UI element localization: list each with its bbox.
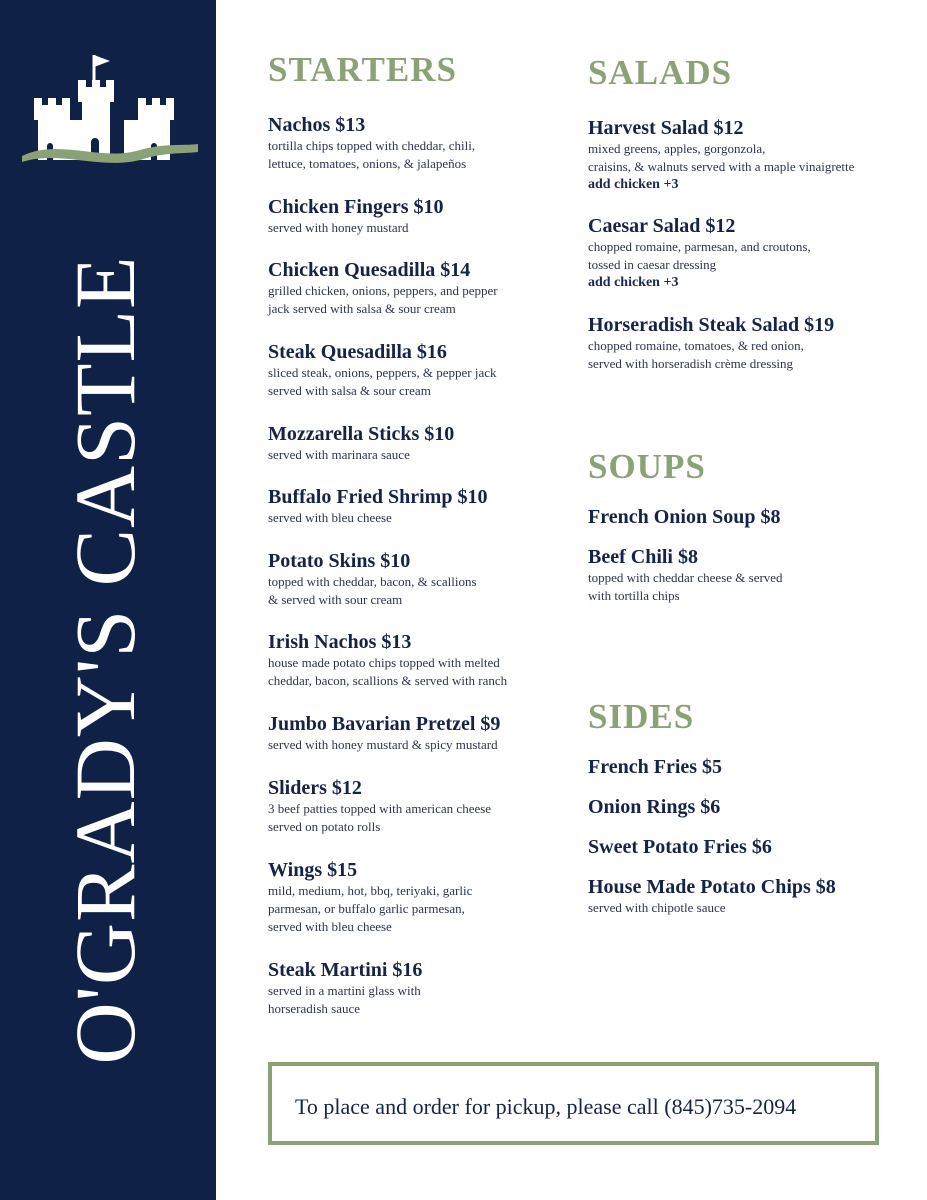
item-name: Onion Rings $6 <box>588 796 721 818</box>
menu-item <box>588 835 898 859</box>
item-description: chopped romaine, parmesan, and croutons, tossed in caesar dressing <box>588 239 811 272</box>
item-name: Steak Quesadilla $16 <box>268 341 447 363</box>
starters-title: STARTERS <box>268 50 457 89</box>
menu-item <box>268 485 578 527</box>
menu-item <box>268 113 578 173</box>
item-description: chopped romaine, tomatoes, & red onion, served with horseradish crème dressing <box>588 338 804 371</box>
item-name: Harvest Salad $12 <box>588 117 744 139</box>
item-name: Sliders $12 <box>268 777 362 799</box>
menu-item <box>268 712 578 754</box>
item-name: French Onion Soup $8 <box>588 506 781 528</box>
item-description: served with honey mustard & spicy mustard <box>268 737 498 752</box>
item-description: topped with cheddar, bacon, & scallions & served with sour cream <box>268 574 477 607</box>
item-description: mild, medium, hot, bbq, teriyaki, garlic parmesan, or buffalo garlic parmesan, served with bleu cheese <box>268 883 473 934</box>
menu-item <box>268 549 578 609</box>
menu-item <box>268 776 578 836</box>
item-name: Mozzarella Sticks $10 <box>268 423 455 445</box>
item-name: Horseradish Steak Salad $19 <box>588 314 835 336</box>
item-description: served with honey mustard <box>268 220 409 235</box>
item-name: Buffalo Fried Shrimp $10 <box>268 486 488 508</box>
soups-title: SOUPS <box>588 447 706 486</box>
item-addon: add chicken +3 <box>588 275 679 290</box>
menu-item <box>588 505 898 529</box>
menu-item <box>268 195 578 237</box>
menu-item <box>268 630 578 690</box>
menu-item <box>588 545 898 605</box>
item-description: served with bleu cheese <box>268 510 392 525</box>
item-description: mixed greens, apples, gorgonzola, craisins, & walnuts served with a maple vinaigrette <box>588 141 855 174</box>
item-description: tortilla chips topped with cheddar, chili, lettuce, tomatoes, onions, & jalapeños <box>268 138 476 171</box>
sides-title: SIDES <box>588 697 695 736</box>
item-description: grilled chicken, onions, peppers, and pepper jack served with salsa & sour cream <box>268 283 498 316</box>
pickup-box <box>268 1062 879 1145</box>
item-name: Chicken Quesadilla $14 <box>268 259 471 281</box>
menu-item <box>268 858 578 936</box>
menu-item <box>268 340 578 400</box>
item-name: Chicken Fingers $10 <box>268 196 444 218</box>
salads-title: SALADS <box>588 53 733 92</box>
item-name: House Made Potato Chips $8 <box>588 876 836 898</box>
item-description: served in a martini glass with horseradish sauce <box>268 983 421 1016</box>
item-name: Irish Nachos $13 <box>268 631 412 653</box>
item-description: 3 beef patties topped with american cheese served on potato rolls <box>268 801 492 834</box>
item-name: Sweet Potato Fries $6 <box>588 836 772 858</box>
menu-item <box>588 116 908 194</box>
menu-item <box>268 258 578 318</box>
menu-item <box>268 422 578 464</box>
item-name: French Fries $5 <box>588 756 723 778</box>
item-name: Jumbo Bavarian Pretzel $9 <box>268 713 501 735</box>
menu-item <box>588 875 898 917</box>
item-name: Caesar Salad $12 <box>588 215 736 237</box>
menu-item <box>588 313 908 373</box>
pickup-text: To place and order for pickup, please call (845)735-2094 <box>295 1094 797 1119</box>
item-description: topped with cheddar cheese & served with tortilla chips <box>588 570 783 603</box>
item-name: Potato Skins $10 <box>268 550 411 572</box>
item-name: Wings $15 <box>268 859 358 881</box>
menu-item <box>268 958 578 1018</box>
item-addon: add chicken +3 <box>588 177 679 192</box>
item-name: Beef Chili $8 <box>588 546 698 568</box>
castle-icon <box>20 50 200 165</box>
menu-item <box>588 755 898 779</box>
menu-item <box>588 214 908 292</box>
item-name: Nachos $13 <box>268 114 366 136</box>
brand-title: O'GRADY'S CASTLE <box>57 255 153 1065</box>
brand-sidebar <box>0 0 216 1200</box>
item-name: Steak Martini $16 <box>268 959 423 981</box>
item-description: sliced steak, onions, peppers, & pepper jack served with salsa & sour cream <box>268 365 497 398</box>
item-description: served with chipotle sauce <box>588 900 726 915</box>
item-description: house made potato chips topped with melted cheddar, bacon, scallions & served with ranch <box>268 655 508 688</box>
menu-item <box>588 795 898 819</box>
item-description: served with marinara sauce <box>268 447 410 462</box>
